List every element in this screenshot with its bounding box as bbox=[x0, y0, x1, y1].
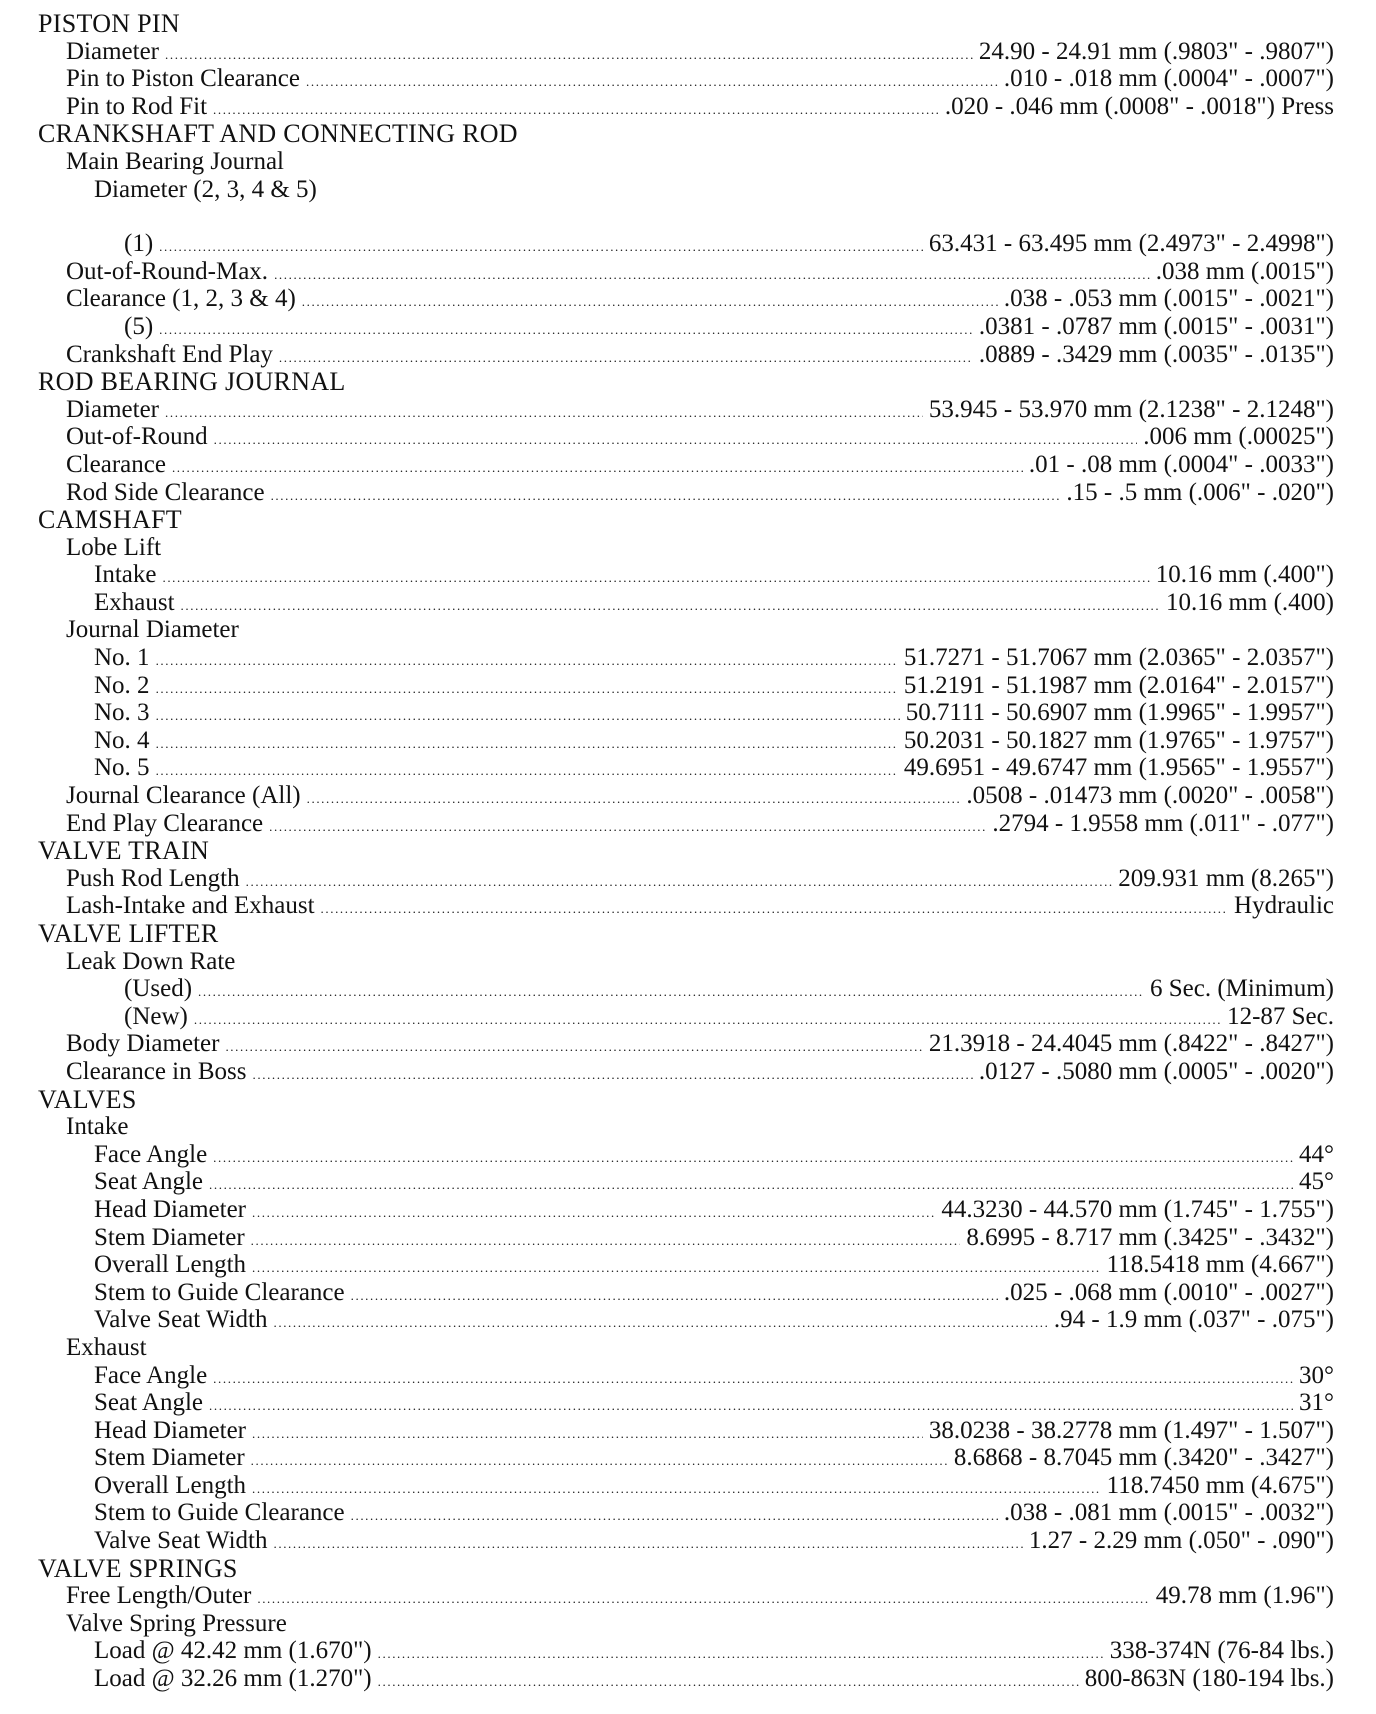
spec-label: (New) bbox=[124, 1002, 188, 1030]
spec-row bbox=[38, 1389, 1334, 1417]
spec-value: .2794 - 1.9558 mm (.011" - .077") bbox=[992, 809, 1334, 837]
spec-value: 45° bbox=[1299, 1168, 1334, 1196]
spec-label: Journal Diameter bbox=[66, 616, 239, 644]
dot-leader bbox=[156, 647, 898, 675]
spec-row bbox=[38, 1444, 1334, 1472]
spec-label: Overall Length bbox=[94, 1251, 247, 1279]
spec-row bbox=[38, 561, 1334, 589]
spec-subheading bbox=[38, 1334, 1334, 1362]
dot-leader bbox=[251, 1227, 961, 1255]
spec-value: 63.431 - 63.495 mm (2.4973" - 2.4998") bbox=[928, 230, 1334, 258]
dot-leader bbox=[378, 1640, 1104, 1668]
spec-value: 44.3230 - 44.570 mm (1.745" - 1.755") bbox=[941, 1195, 1334, 1223]
spec-label: Body Diameter bbox=[66, 1030, 220, 1058]
spec-value: 10.16 mm (.400) bbox=[1165, 588, 1334, 616]
dot-leader bbox=[156, 675, 898, 703]
section-title: PISTON PIN bbox=[38, 9, 180, 38]
dot-leader bbox=[172, 454, 1023, 482]
spec-row bbox=[38, 451, 1334, 479]
section-heading bbox=[38, 120, 1334, 148]
spec-label: Lash-Intake and Exhaust bbox=[66, 892, 315, 920]
spec-row bbox=[38, 1279, 1334, 1307]
spec-label: Intake bbox=[66, 1113, 129, 1141]
spec-row bbox=[38, 93, 1334, 121]
spec-row bbox=[38, 754, 1334, 782]
spec-label: Diameter (2, 3, 4 & 5) bbox=[94, 175, 317, 203]
dot-leader bbox=[274, 1530, 1023, 1558]
dot-leader bbox=[252, 1254, 1101, 1282]
spec-label: Stem to Guide Clearance bbox=[94, 1499, 345, 1527]
spec-row bbox=[38, 589, 1334, 617]
dot-leader bbox=[246, 868, 1113, 896]
spec-value: .01 - .08 mm (.0004" - .0033") bbox=[1028, 450, 1334, 478]
spec-value: 21.3918 - 24.4045 mm (.8422" - .8427") bbox=[928, 1030, 1334, 1058]
spec-label: Out-of-Round-Max. bbox=[66, 257, 269, 285]
spec-row bbox=[38, 1582, 1334, 1610]
dot-leader bbox=[252, 1199, 935, 1227]
section-title: VALVE TRAIN bbox=[38, 836, 210, 866]
spec-label: Diameter bbox=[66, 37, 160, 65]
spec-label: Main Bearing Journal bbox=[66, 147, 285, 175]
spec-label: Exhaust bbox=[94, 588, 175, 616]
spec-row bbox=[38, 699, 1334, 727]
dot-leader bbox=[251, 1447, 948, 1475]
spec-row bbox=[38, 479, 1334, 507]
spec-value: .006 mm (.00025") bbox=[1143, 423, 1334, 451]
dot-leader bbox=[269, 813, 986, 841]
spec-label: Valve Seat Width bbox=[94, 1527, 268, 1555]
spec-label: Diameter bbox=[66, 395, 160, 423]
spec-label: Stem Diameter bbox=[94, 1444, 245, 1472]
spec-row bbox=[38, 396, 1334, 424]
spec-label: Out-of-Round bbox=[66, 423, 208, 451]
spec-row bbox=[38, 1030, 1334, 1058]
spec-value: Hydraulic bbox=[1234, 892, 1334, 920]
spec-row bbox=[38, 810, 1334, 838]
section-title: CAMSHAFT bbox=[38, 505, 182, 535]
spec-row bbox=[38, 1251, 1334, 1279]
spec-subheading bbox=[38, 176, 1334, 204]
spec-label: Valve Seat Width bbox=[94, 1306, 268, 1334]
spec-label: Load @ 32.26 mm (1.270") bbox=[94, 1665, 372, 1693]
spec-label: Head Diameter bbox=[94, 1195, 247, 1223]
spec-subheading bbox=[38, 1113, 1334, 1141]
spec-row bbox=[38, 865, 1334, 893]
spec-value: 118.7450 mm (4.675") bbox=[1106, 1471, 1334, 1499]
dot-leader bbox=[321, 895, 1229, 923]
spec-value: 49.78 mm (1.96") bbox=[1155, 1582, 1334, 1610]
spec-row bbox=[38, 1499, 1334, 1527]
spec-row bbox=[38, 1665, 1334, 1693]
dot-leader bbox=[306, 68, 998, 96]
spec-value: 8.6995 - 8.717 mm (.3425" - .3432") bbox=[966, 1223, 1334, 1251]
dot-leader bbox=[156, 757, 898, 785]
dot-leader bbox=[302, 288, 998, 316]
spec-value: .025 - .068 mm (.0010" - .0027") bbox=[1003, 1278, 1334, 1306]
spec-label: No. 5 bbox=[94, 754, 150, 782]
spec-value: 44° bbox=[1299, 1140, 1334, 1168]
spec-label: Clearance (1, 2, 3 & 4) bbox=[66, 285, 296, 313]
dot-leader bbox=[214, 426, 1138, 454]
dot-leader bbox=[274, 261, 1150, 289]
spec-subheading bbox=[38, 534, 1334, 562]
spec-row bbox=[38, 1196, 1334, 1224]
dot-leader bbox=[159, 233, 923, 261]
spec-value: 50.2031 - 50.1827 mm (1.9765" - 1.9757") bbox=[903, 726, 1334, 754]
section-heading bbox=[38, 920, 1334, 948]
spec-row bbox=[38, 1362, 1334, 1390]
dot-leader bbox=[274, 1309, 1048, 1337]
section-title: CRANKSHAFT AND CONNECTING ROD bbox=[38, 119, 518, 149]
spec-row bbox=[38, 1306, 1334, 1334]
dot-leader bbox=[213, 1365, 1293, 1393]
spec-row bbox=[38, 423, 1334, 451]
spec-label: Seat Angle bbox=[94, 1168, 204, 1196]
section-heading bbox=[38, 1086, 1334, 1114]
spec-label: No. 4 bbox=[94, 726, 150, 754]
spec-label: Face Angle bbox=[94, 1361, 208, 1389]
dot-leader bbox=[225, 1033, 922, 1061]
spec-row bbox=[38, 1003, 1334, 1031]
spec-row bbox=[38, 1058, 1334, 1086]
dot-leader bbox=[257, 1585, 1149, 1613]
dot-leader bbox=[209, 1171, 1293, 1199]
spec-label: Intake bbox=[94, 561, 157, 589]
spec-value: 10.16 mm (.400") bbox=[1155, 561, 1334, 589]
spec-label: Push Rod Length bbox=[66, 864, 240, 892]
spec-value: 51.2191 - 51.1987 mm (2.0164" - 2.0157") bbox=[903, 671, 1334, 699]
dot-leader bbox=[253, 1061, 973, 1089]
spec-value: 49.6951 - 49.6747 mm (1.9565" - 1.9557") bbox=[903, 754, 1334, 782]
spec-value: .038 - .053 mm (.0015" - .0021") bbox=[1003, 285, 1334, 313]
spec-label: Head Diameter bbox=[94, 1416, 247, 1444]
spec-value: 1.27 - 2.29 mm (.050" - .090") bbox=[1028, 1527, 1334, 1555]
spec-row bbox=[38, 1168, 1334, 1196]
spec-row bbox=[38, 672, 1334, 700]
spec-value: 50.7111 - 50.6907 mm (1.9965" - 1.9957") bbox=[905, 699, 1334, 727]
spec-value: .010 - .018 mm (.0004" - .0007") bbox=[1003, 65, 1334, 93]
spec-row bbox=[38, 313, 1334, 341]
spec-row bbox=[38, 1224, 1334, 1252]
spec-label: Clearance in Boss bbox=[66, 1057, 247, 1085]
spec-label: (Used) bbox=[124, 975, 193, 1003]
spec-row bbox=[38, 1527, 1334, 1555]
dot-leader bbox=[213, 1144, 1293, 1172]
section-heading bbox=[38, 10, 1334, 38]
spec-value: 12-87 Sec. bbox=[1227, 1002, 1334, 1030]
spec-value: .0508 - .01473 mm (.0020" - .0058") bbox=[966, 782, 1334, 810]
spec-label: Journal Clearance (All) bbox=[66, 782, 301, 810]
spec-row bbox=[38, 1417, 1334, 1445]
spec-value: 51.7271 - 51.7067 mm (2.0365" - 2.0357") bbox=[903, 644, 1334, 672]
spec-value: 209.931 mm (8.265") bbox=[1118, 864, 1334, 892]
spec-subheading bbox=[38, 1610, 1334, 1638]
section-heading bbox=[38, 1555, 1334, 1583]
specification-sheet bbox=[38, 10, 1334, 1693]
spec-value: 338-374N (76-84 lbs.) bbox=[1109, 1637, 1334, 1665]
spec-label: End Play Clearance bbox=[66, 809, 264, 837]
dot-leader bbox=[252, 1475, 1101, 1503]
spec-value: 31° bbox=[1299, 1389, 1334, 1417]
spec-subheading bbox=[38, 948, 1334, 976]
spec-label: Face Angle bbox=[94, 1140, 208, 1168]
dot-leader bbox=[156, 730, 898, 758]
spec-value: .020 - .046 mm (.0008" - .0018") Press bbox=[944, 92, 1334, 120]
spec-label: Free Length/Outer bbox=[66, 1582, 252, 1610]
spec-value: .15 - .5 mm (.006" - .020") bbox=[1066, 478, 1334, 506]
spec-row bbox=[38, 38, 1334, 66]
spec-label: Stem Diameter bbox=[94, 1223, 245, 1251]
dot-leader bbox=[351, 1282, 998, 1310]
spec-row bbox=[38, 230, 1334, 258]
dot-leader bbox=[156, 702, 900, 730]
spec-value: 118.5418 mm (4.667") bbox=[1106, 1251, 1334, 1279]
spec-label: Load @ 42.42 mm (1.670") bbox=[94, 1637, 372, 1665]
spec-label: Clearance bbox=[66, 450, 166, 478]
section-title: VALVE SPRINGS bbox=[38, 1553, 238, 1583]
spec-label: Rod Side Clearance bbox=[66, 478, 265, 506]
spec-value: .0127 - .5080 mm (.0005" - .0020") bbox=[978, 1057, 1334, 1085]
spec-row bbox=[38, 782, 1334, 810]
spec-value: .0381 - .0787 mm (.0015" - .0031") bbox=[978, 312, 1334, 340]
spec-label: Exhaust bbox=[66, 1333, 147, 1361]
section-title: ROD BEARING JOURNAL bbox=[38, 367, 346, 397]
spec-value: 24.90 - 24.91 mm (.9803" - .9807") bbox=[978, 37, 1334, 65]
section-heading bbox=[38, 837, 1334, 865]
dot-leader bbox=[198, 978, 1144, 1006]
section-heading bbox=[38, 368, 1334, 396]
spec-value: 30° bbox=[1299, 1361, 1334, 1389]
spec-row bbox=[38, 892, 1334, 920]
spec-row bbox=[38, 285, 1334, 313]
spec-value: .038 mm (.0015") bbox=[1155, 257, 1334, 285]
spec-value: 800-863N (180-194 lbs.) bbox=[1084, 1665, 1334, 1693]
dot-leader bbox=[252, 1420, 923, 1448]
dot-leader bbox=[194, 1006, 1221, 1034]
spec-value: .94 - 1.9 mm (.037" - .075") bbox=[1053, 1306, 1334, 1334]
dot-leader bbox=[165, 399, 923, 427]
spec-label: Pin to Piston Clearance bbox=[66, 65, 300, 93]
spec-row bbox=[38, 727, 1334, 755]
spec-label: (1) bbox=[124, 230, 154, 258]
spec-row bbox=[38, 341, 1334, 369]
spec-label: Overall Length bbox=[94, 1471, 247, 1499]
spec-label: (5) bbox=[124, 312, 154, 340]
spec-label: Lobe Lift bbox=[66, 533, 162, 561]
spec-label: Crankshaft End Play bbox=[66, 340, 273, 368]
spec-row bbox=[38, 1141, 1334, 1169]
spec-value: 38.0238 - 38.2778 mm (1.497" - 1.507") bbox=[928, 1416, 1334, 1444]
spec-label: Stem to Guide Clearance bbox=[94, 1278, 345, 1306]
dot-leader bbox=[162, 564, 1149, 592]
dot-leader bbox=[159, 316, 973, 344]
spec-row bbox=[38, 644, 1334, 672]
spec-subheading bbox=[38, 148, 1334, 176]
spec-value: 53.945 - 53.970 mm (2.1238" - 2.1248") bbox=[928, 395, 1334, 423]
dot-leader bbox=[209, 1392, 1293, 1420]
spec-label: No. 1 bbox=[94, 644, 150, 672]
spec-value: 8.6868 - 8.7045 mm (.3420" - .3427") bbox=[953, 1444, 1334, 1472]
spec-label: No. 2 bbox=[94, 671, 150, 699]
spec-label: No. 3 bbox=[94, 699, 150, 727]
dot-leader bbox=[181, 592, 1160, 620]
spec-row bbox=[38, 65, 1334, 93]
spec-label: Leak Down Rate bbox=[66, 947, 236, 975]
spec-subheading bbox=[38, 616, 1334, 644]
spec-label: Pin to Rod Fit bbox=[66, 92, 208, 120]
section-title: VALVES bbox=[38, 1084, 137, 1114]
spec-value: 6 Sec. (Minimum) bbox=[1149, 975, 1334, 1003]
spec-value: .038 - .081 mm (.0015" - .0032") bbox=[1003, 1499, 1334, 1527]
section-heading bbox=[38, 506, 1334, 534]
dot-leader bbox=[271, 482, 1061, 510]
dot-leader bbox=[351, 1502, 998, 1530]
dot-leader bbox=[165, 41, 973, 69]
spec-value: .0889 - .3429 mm (.0035" - .0135") bbox=[978, 340, 1334, 368]
dot-leader bbox=[378, 1668, 1079, 1696]
spec-label: Seat Angle bbox=[94, 1389, 204, 1417]
dot-leader bbox=[307, 785, 961, 813]
spec-row bbox=[38, 258, 1334, 286]
spec-row bbox=[38, 1637, 1334, 1665]
spec-label: Valve Spring Pressure bbox=[66, 1609, 287, 1637]
spec-row bbox=[38, 975, 1334, 1003]
dot-leader bbox=[279, 344, 973, 372]
spec-row bbox=[38, 1472, 1334, 1500]
section-title: VALVE LIFTER bbox=[38, 919, 219, 948]
